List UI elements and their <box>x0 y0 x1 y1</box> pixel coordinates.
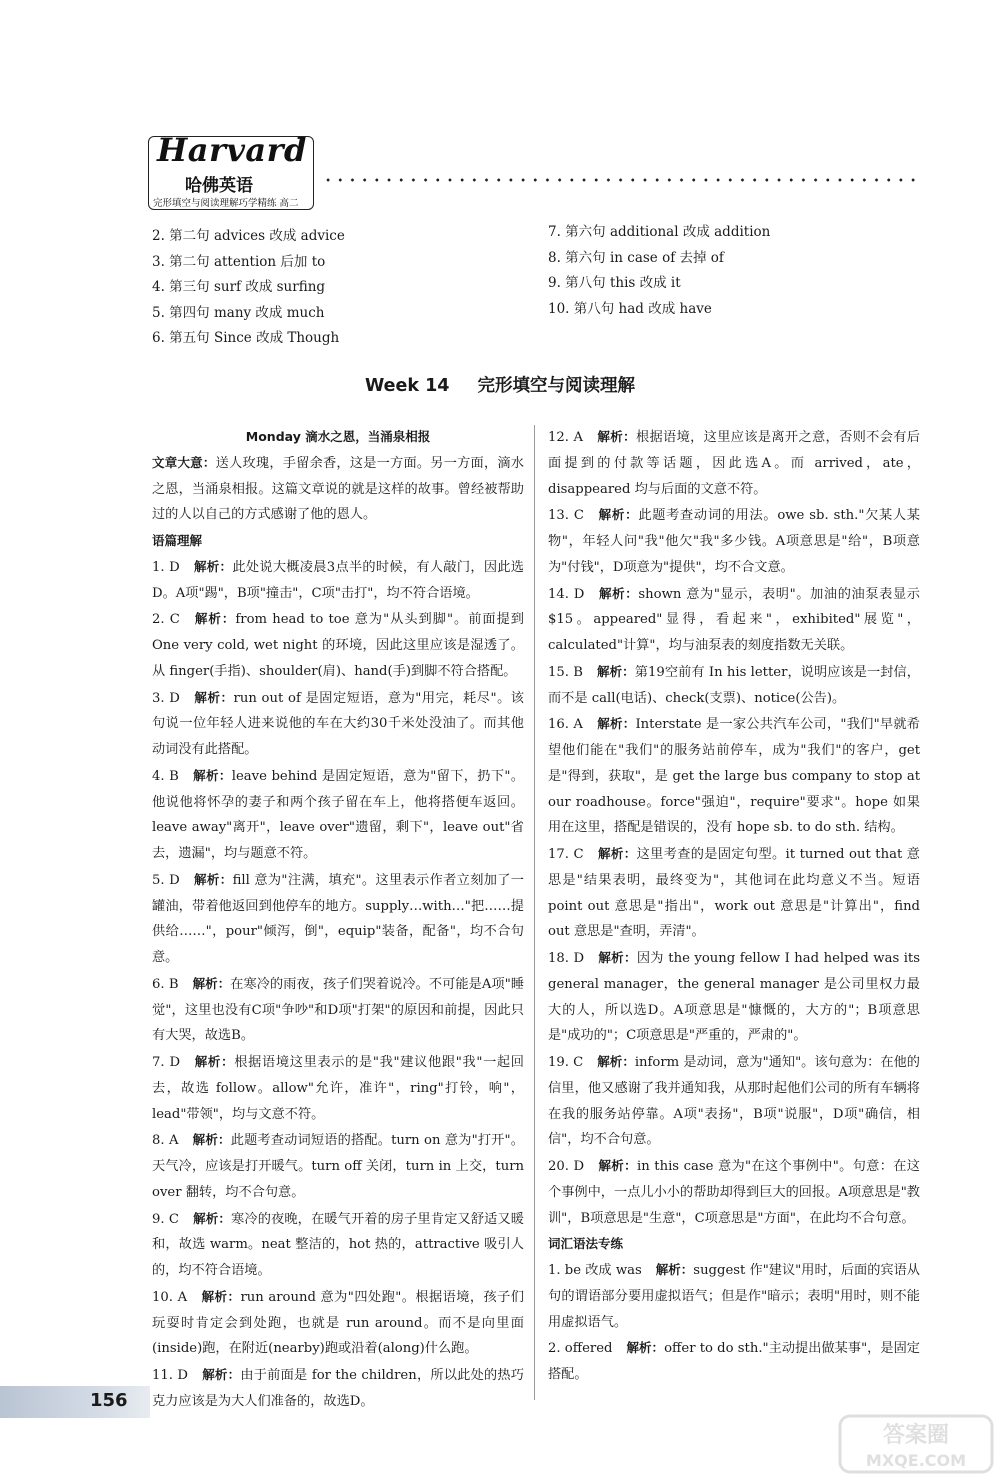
explanation-label: 解析： <box>598 950 637 965</box>
watermark-stamp <box>836 1412 996 1476</box>
answer-item <box>152 685 524 763</box>
monday-title: Monday 滴水之恩，当涌泉相报 <box>245 429 431 444</box>
explanation-label: 解析： <box>201 1367 241 1382</box>
logo-chinese-title: 哈佛英语 <box>185 176 253 196</box>
explanation-label: 解析： <box>193 611 236 627</box>
answer-items-right <box>548 424 920 1231</box>
watermark-text: 答案圈 <box>882 1423 950 1448</box>
explanation-text: 因为 the young fellow I had helped was its general manager，the general manager 是公司里权力最大的人，所以选D。A项意思是"慷慨的，大方的"；B项意思是"成功的"；C项意思是"严重的，严肃的"。 <box>548 951 920 1044</box>
answer-number: 2. offered <box>548 1341 613 1357</box>
answer-item <box>152 1362 524 1415</box>
answer-number: 2. C <box>152 612 180 628</box>
harvard-logo <box>148 131 314 210</box>
explanation-label: 解析： <box>597 846 637 861</box>
explanation-text: 此题考查动词的用法。owe sb. sth."欠某人某物"，年轻人问"我"他欠"我"多少钱。A项意思是"给"，B项意为"付钱"，D项意为"提供"，均不合文意。 <box>548 508 920 575</box>
top-answer-line: 2. 第二句 advices 改成 advice <box>152 228 345 244</box>
explanation-label: 解析： <box>597 429 636 444</box>
answer-item <box>152 1049 524 1127</box>
answer-number: 3. D <box>152 690 180 706</box>
page-number: 156 <box>90 1390 128 1411</box>
explanation-label: 解析： <box>597 1054 635 1069</box>
explanation-text: 第19空前有 In his letter，说明应该是一封信，而不是 call(电话)、check(支票)、notice(公告)。 <box>548 664 920 706</box>
answer-number: 7. D <box>152 1055 181 1070</box>
explanation-label: 解析： <box>193 558 233 574</box>
answer-number: 8. A <box>152 1133 179 1149</box>
explanation-text: offer to do sth."主动提出做某事"，是固定搭配。 <box>548 1341 920 1382</box>
answer-item <box>152 554 524 607</box>
explanation-label: 解析： <box>626 1340 665 1356</box>
explanation-text: leave behind 是固定短语，意为"留下，扔下"。他说他将怀孕的妻子和两个孩子留在车上，他将搭便车返回。leave away"离开"，leave over"遗留，剩下"，leave out"省去，遗漏"，均与题意不符。 <box>152 768 524 861</box>
answer-number: 10. A <box>152 1289 188 1305</box>
explanation-label: 解析： <box>596 716 636 732</box>
explanation-label: 解析： <box>598 585 639 601</box>
explanation-text: run out of 是固定短语，意为"用完，耗尽"。该句说一位年轻人进来说他的车在大约30千米处没油了。而其他动词没有此搭配。 <box>152 690 524 757</box>
top-answer-line: 6. 第五句 Since 改成 Though <box>152 330 340 346</box>
answer-item <box>152 1127 524 1205</box>
top-answer-line: 7. 第六句 additional 改成 addition <box>548 224 771 240</box>
answer-item <box>548 659 920 712</box>
answer-item <box>548 1153 920 1231</box>
week-heading <box>0 372 1000 397</box>
answer-item <box>152 1206 524 1284</box>
explanation-text: 根据语境，这里应该是离开之意，否则不会有后面提到的付款等话题，因此选A。而 arrived，ate，disappeared 均与后面的文意不符。 <box>548 430 920 497</box>
week-label: Week 14 <box>364 376 450 396</box>
top-answer-line: 4. 第三句 surf 改成 surfing <box>152 279 326 295</box>
explanation-label: 解析： <box>193 871 233 887</box>
explanation-text: 此处说大概凌晨3点半的时候，有人敲门，因此选D。A项"踢"，B项"撞击"，C项"击打"，均不符合语境。 <box>152 559 524 601</box>
week-title: 完形填空与阅读理解 <box>477 376 635 396</box>
answer-item <box>548 711 920 841</box>
explanation-text: 由于前面是 for the children，所以此处的热巧克力应该是为大人们准备的，故选D。 <box>152 1368 524 1409</box>
answer-number: 16. A <box>548 717 583 733</box>
answer-items-left <box>152 554 524 1415</box>
explanation-text: 根据语境这里表示的是"我"建议他跟"我"一起回去，故选 follow。allow"允许，准许"，ring"打铃，响"，lead"带领"，均与文意不符。 <box>152 1055 524 1122</box>
answer-item <box>152 1284 524 1362</box>
explanation-text: inform 是动词，意为"通知"。该句意为：在他的信里，他又感谢了我并通知我，从那时起他们公司的所有车辆将在我的服务站停靠。A项"表扬"，B项"说服"，D项"确信，相信"，均不合句意。 <box>548 1055 920 1148</box>
explanation-label: 解析： <box>597 507 639 523</box>
header-dotted-rule <box>322 178 917 182</box>
logo-word: Harvard <box>157 131 307 169</box>
answer-number: 19. C <box>548 1055 584 1070</box>
answer-item <box>548 1257 920 1335</box>
answer-number: 18. D <box>548 951 585 966</box>
answer-item <box>152 867 524 971</box>
summary-label: 文章大意： <box>152 454 216 470</box>
answer-item <box>152 763 524 867</box>
top-answer-list-right <box>548 220 770 322</box>
answer-item <box>548 502 920 580</box>
answer-number: 14. D <box>548 586 585 602</box>
answer-number: 6. B <box>152 976 179 992</box>
explanation-text: shown 意为"显示，表明"。加油的油泵表显示$15。appeared"显得，看起来"，exhibited"展览"，calculated"计算"，均与油泵表的刻度指数无关联。 <box>548 586 920 653</box>
summary-text: 送人玫瑰，手留余香，这是一方面。另一方面，滴水之恩，当涌泉相报。这篇文章说的就是这样的故事。曾经被帮助过的人以自己的方式感谢了他的恩人。 <box>152 455 524 523</box>
explanation-label: 解析： <box>194 1054 235 1069</box>
column-divider <box>534 425 535 1400</box>
answer-number: 4. B <box>152 768 179 784</box>
explanation-text: from head to toe 意为"从头到脚"。前面提到 One very cold, wet night 的环境，因此这里应该是湿透了。从 finger(手指)、shoulder(肩)、hand(手)到脚不符合搭配。 <box>152 612 524 679</box>
top-answer-line: 9. 第八句 this 改成 it <box>548 275 681 291</box>
top-answer-line: 3. 第二句 attention 后加 to <box>152 253 326 270</box>
explanation-text: 在寒冷的雨夜，孩子们哭着说冷。不可能是A项"睡觉"，这里也没有C项"争吵"和D项"打架"的原因和前提，因此只有大哭，故选B。 <box>152 976 525 1044</box>
answer-number: 1. D <box>152 559 180 575</box>
answer-item <box>548 1049 920 1153</box>
section-heading-reading: 语篇理解 <box>152 533 203 548</box>
explanation-label: 解析： <box>596 663 635 679</box>
answer-number: 5. D <box>152 872 180 888</box>
top-answer-line: 10. 第八句 had 改成 have <box>548 300 712 317</box>
explanation-label: 解析： <box>201 1288 241 1304</box>
answer-number: 17. C <box>548 847 584 862</box>
explanation-label: 解析： <box>192 975 231 991</box>
explanation-text: fill 意为"注满，填充"。这里表示作者立刻加了一罐油，带着他返回到他停车的地方。supply…with…"把……提供给……"，pour"倾泻，倒"，equip"装备，配备"，均不合句意。 <box>152 872 524 965</box>
svg-text:MXQE.COM: MXQE.COM <box>865 1451 967 1470</box>
top-answer-line: 8. 第六句 in case of 去掉 of <box>548 249 724 266</box>
explanation-text: run around 意为"四处跑"。根据语境，孩子们玩耍时肯定会到处跑，也就是 run around。而不是向里面(inside)跑，在附近(nearby)跑或沿着(along)什么跑。 <box>152 1289 524 1357</box>
right-column <box>548 424 920 1388</box>
explanation-label: 解析： <box>598 1158 638 1173</box>
answer-item <box>548 581 920 659</box>
answer-number: 13. C <box>548 508 584 524</box>
explanation-label: 解析： <box>192 767 232 783</box>
answer-number: 15. B <box>548 664 583 680</box>
answer-item <box>548 945 920 1049</box>
explanation-label: 解析： <box>193 1210 232 1226</box>
explanation-text: suggest 作"建议"用时，后面的宾语从句的谓语部分要用虚拟语气；但是作"暗示；表明"用时，则不能用虚拟语气。 <box>548 1263 920 1330</box>
top-answer-line: 5. 第四句 many 改成 much <box>152 304 325 321</box>
answer-item <box>548 1335 920 1388</box>
answer-number: 1. be 改成 was <box>548 1263 642 1278</box>
vocab-items <box>548 1257 920 1388</box>
answer-item <box>548 841 920 945</box>
explanation-label: 解析： <box>192 1132 231 1148</box>
explanation-text: in this case 意为"在这个事例中"。句意：在这个事例中，一点儿小小的帮助却得到巨大的回报。A项意思是"教训"，B项意思是"生意"，C项意思是"方面"，在此均不合句意。 <box>548 1159 920 1226</box>
answer-number: 20. D <box>548 1159 585 1174</box>
answer-number: 9. C <box>152 1211 179 1227</box>
answer-item <box>152 971 524 1049</box>
logo-subtitle: 完形填空与阅读理解巧学精练 高二 <box>153 198 299 209</box>
section-heading-vocab: 词汇语法专练 <box>548 1236 624 1252</box>
explanation-text: 此题考查动词短语的搭配。turn on 意为"打开"。天气冷，应该是打开暖气。turn off 关闭，turn in 上交，turn over 翻转，均不合句意。 <box>152 1133 524 1200</box>
answer-item <box>152 606 524 684</box>
answer-number: 12. A <box>548 430 584 445</box>
answer-item <box>548 424 920 502</box>
explanation-label: 解析： <box>193 689 234 705</box>
top-answer-list-left <box>152 224 345 352</box>
explanation-text: 寒冷的夜晚，在暖气开着的房子里肯定又舒适又暖和，故选 warm。neat 整洁的，hot 热的，attractive 吸引人的，均不符合语境。 <box>152 1211 524 1278</box>
explanation-text: 这里考查的是固定句型。it turned out that 意思是"结果表明，最终变为"，其他词在此均意义不当。短语 point out 意思是"指出"，work out 意思是"计算出"，find out 意思是"查明，弄清"。 <box>548 847 920 940</box>
summary-paragraph <box>152 450 524 528</box>
left-column <box>152 424 524 1415</box>
answer-number: 11. D <box>152 1368 188 1383</box>
explanation-text: Interstate 是一家公共汽车公司，"我们"早就希望他们能在"我们"的服务站前停车，成为"我们"的客户，get 是"得到，获取"，是 get the large bus company to stop at our roadhouse。force"强迫"，require"要求"。hope 如果用在这里，搭配是错误的，没有 hope sb. to do sth. 结构。 <box>548 717 920 836</box>
explanation-label: 解析： <box>655 1262 694 1277</box>
